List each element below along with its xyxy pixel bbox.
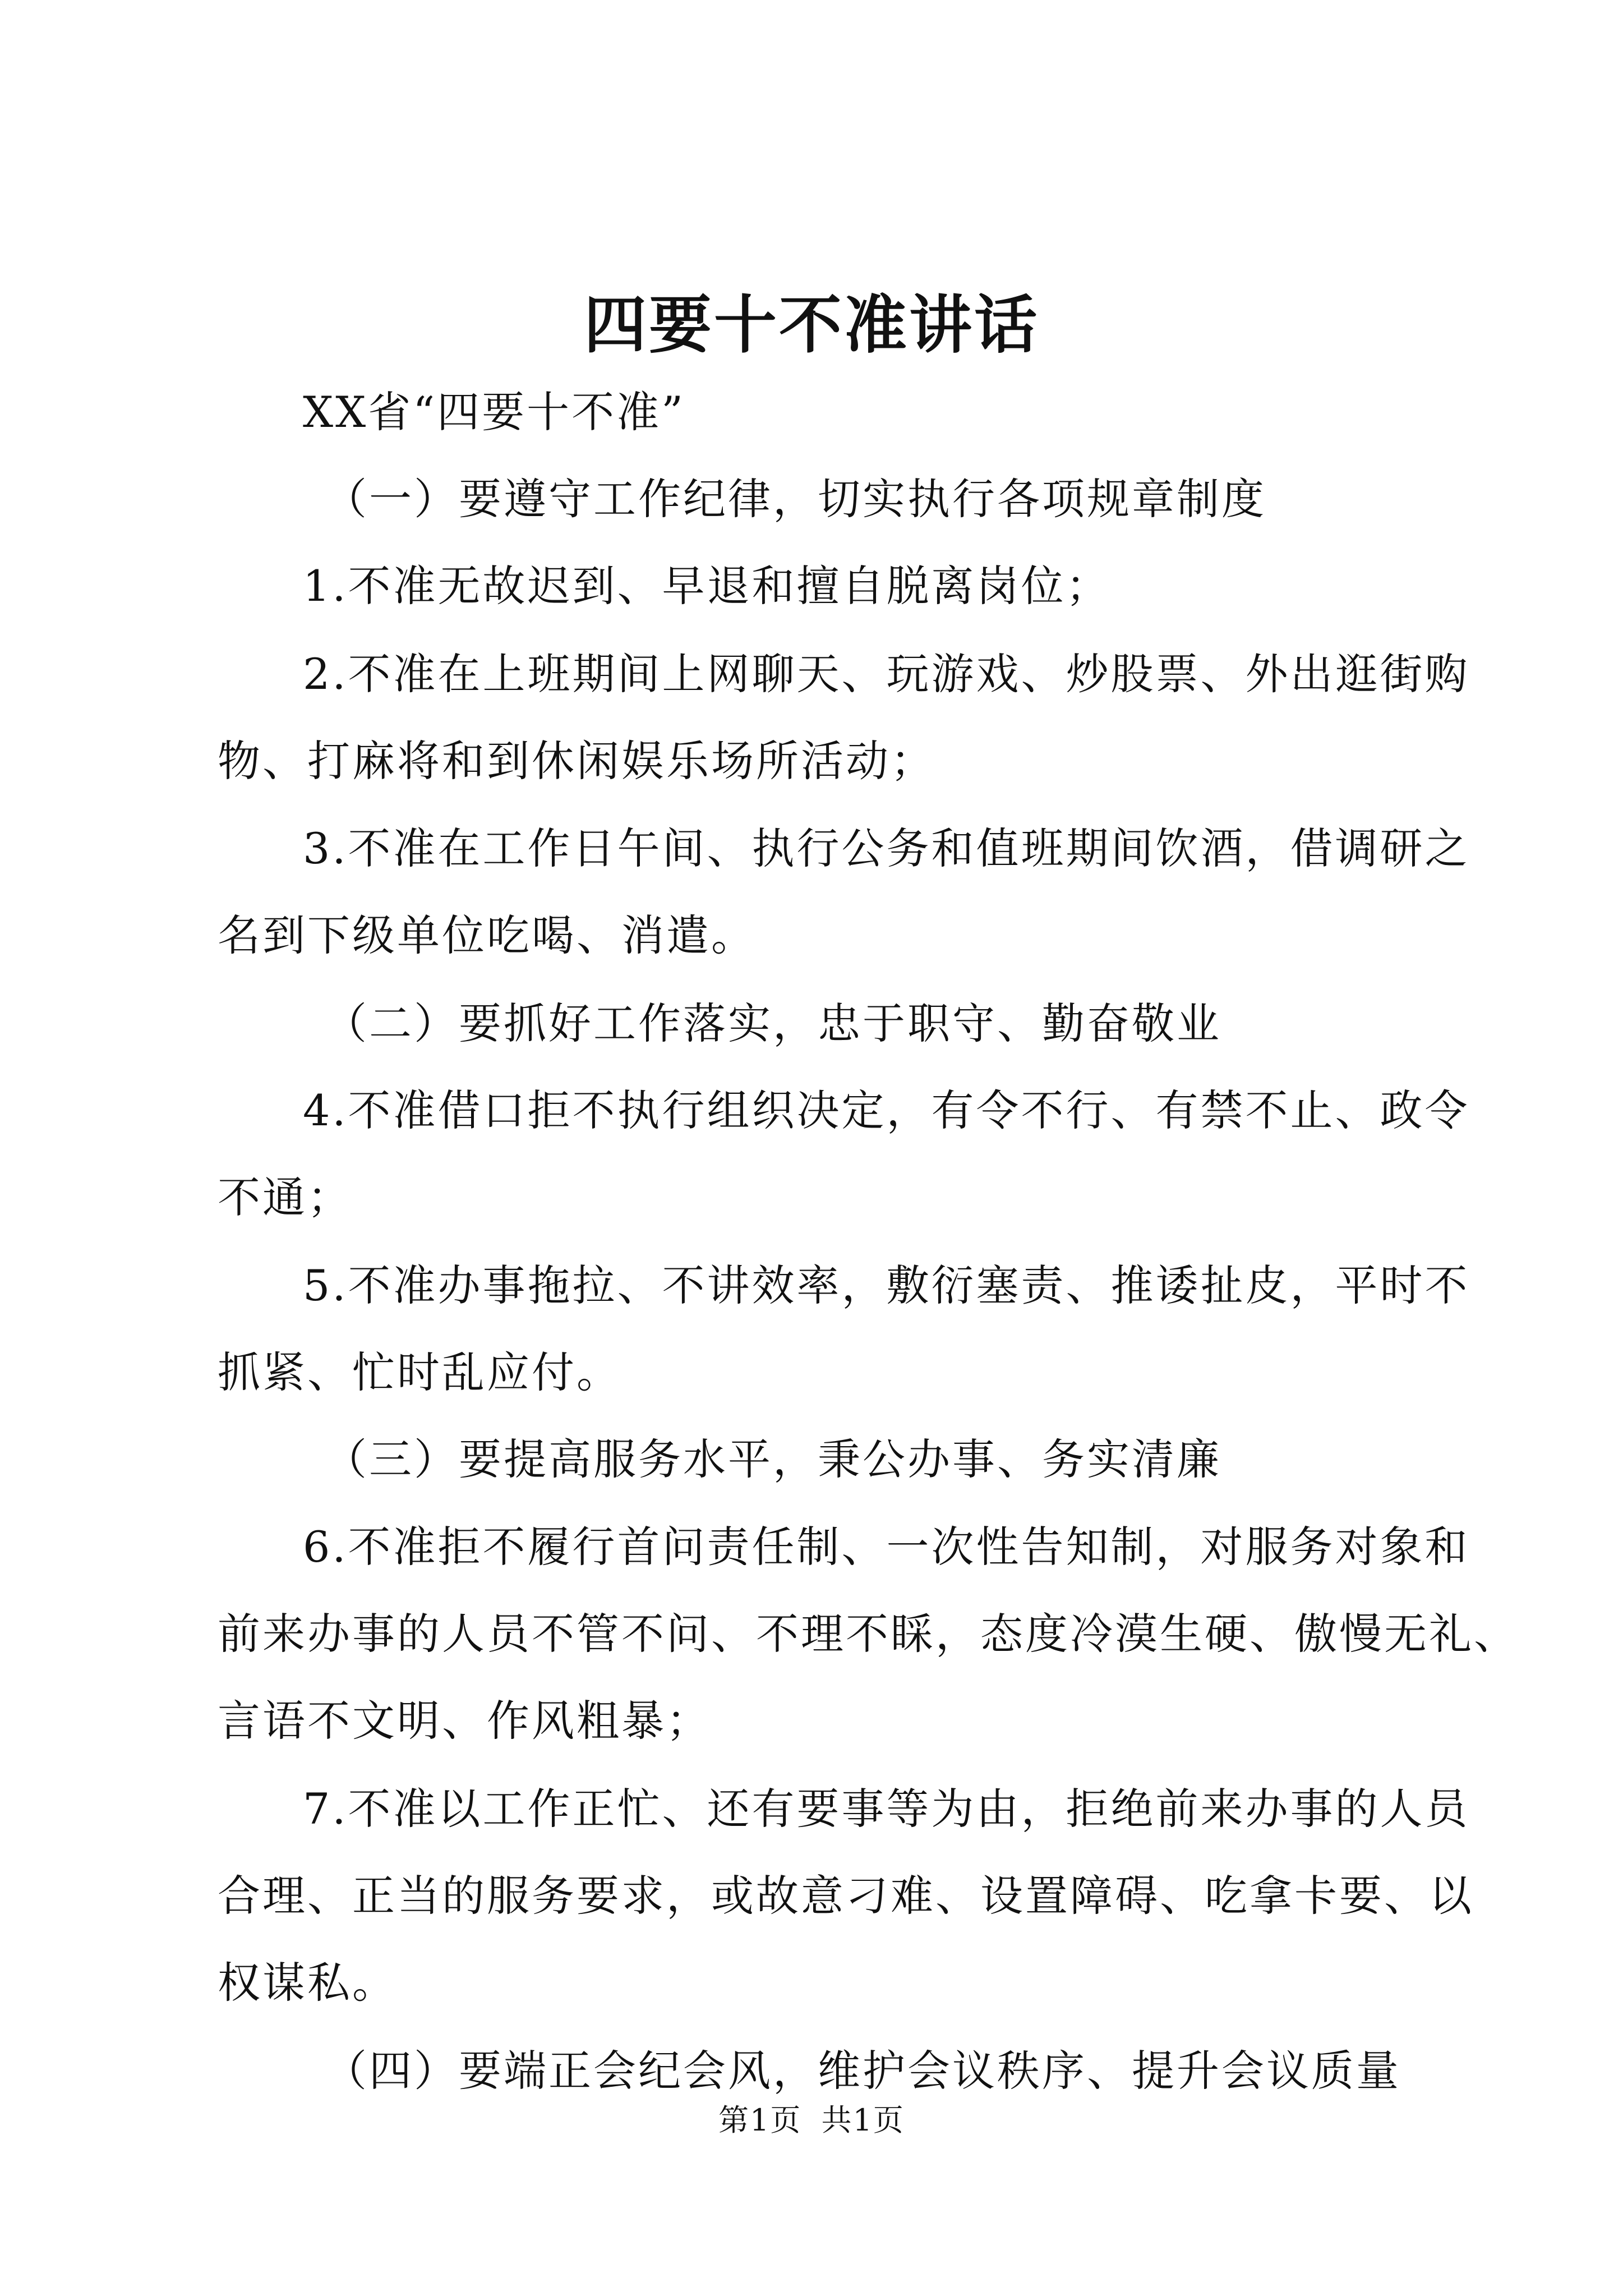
rule-7-line-c: 权谋私。 xyxy=(218,1958,397,2008)
page-number: 第1页 xyxy=(718,2102,802,2138)
rule-4-line-a: 4.不准借口拒不执行组织决定，有令不行、有禁不止、政令 xyxy=(303,1085,1470,1135)
rule-3-line-a: 3.不准在工作日午间、执行公务和值班期间饮酒，借调研之 xyxy=(303,823,1470,873)
rule-4-line-b: 不通； xyxy=(218,1172,352,1222)
rule-2-line-a: 2.不准在上班期间上网聊天、玩游戏、炒股票、外出逛街购 xyxy=(303,649,1470,699)
rule-3-line-b: 名到下级单位吃喝、消遣。 xyxy=(218,910,756,960)
rule-6-line-a: 6.不准拒不履行首问责任制、一次性告知制，对服务对象和 xyxy=(303,1522,1470,1572)
document-title: 四要十不准讲话 xyxy=(584,288,1039,362)
rule-7-line-a: 7.不准以工作正忙、还有要事等为由，拒绝前来办事的人员 xyxy=(303,1784,1470,1834)
page-footer xyxy=(0,2101,1623,2140)
section-heading-1: （一）要遵守工作纪律，切实执行各项规章制度 xyxy=(324,474,1266,524)
section-heading-3: （三）要提高服务水平，秉公办事、务实清廉 xyxy=(324,1434,1221,1484)
section-heading-2: （二）要抓好工作落实，忠于职守、勤奋敬业 xyxy=(324,999,1221,1048)
rule-5-line-b: 抓紧、忙时乱应付。 xyxy=(218,1347,621,1397)
rule-6-line-c: 言语不文明、作风粗暴； xyxy=(218,1696,711,1746)
rule-5-line-a: 5.不准办事拖拉、不讲效率，敷衍塞责、推诿扯皮，平时不 xyxy=(303,1260,1470,1310)
subtitle-line: XX省“四要十不准” xyxy=(303,387,685,437)
rule-6-line-b: 前来办事的人员不管不问、不理不睬，态度冷漠生硬、傲慢无礼、 xyxy=(218,1609,1519,1659)
rule-1-line: 1.不准无故迟到、早退和擅自脱离岗位； xyxy=(303,561,1111,611)
rule-7-line-b: 合理、正当的服务要求，或故意刁难、设置障碍、吃拿卡要、以 xyxy=(218,1871,1474,1921)
section-heading-4: （四）要端正会纪会风，维护会议秩序、提升会议质量 xyxy=(324,2046,1401,2096)
rule-2-line-b: 物、打麻将和到休闲娱乐场所活动； xyxy=(218,736,935,786)
page-total: 共1页 xyxy=(821,2102,905,2138)
